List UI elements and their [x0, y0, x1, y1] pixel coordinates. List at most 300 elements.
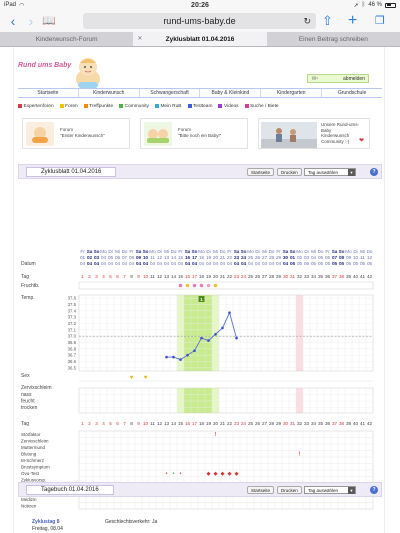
cycle-day-label: 8	[130, 421, 133, 426]
cycle-day-label: 14	[170, 274, 177, 279]
cycle-day-label: 13	[163, 274, 170, 279]
cycle-day-label: 27	[261, 274, 268, 279]
forward-icon[interactable]: ›	[28, 13, 34, 29]
month-label: 04	[247, 261, 254, 266]
subnav-item[interactable]	[155, 102, 182, 110]
cycle-day-label: 39	[345, 421, 352, 426]
logo-text: Rund ums Baby	[18, 62, 72, 69]
cycle-day-label: 23	[233, 421, 240, 426]
cycle-day-label: 41	[359, 421, 366, 426]
table-marker: ◆	[227, 471, 232, 477]
weekday-label: So	[142, 249, 149, 254]
reload-icon[interactable]: ↻	[303, 15, 311, 26]
cycle-day-label: 21	[219, 274, 226, 279]
cycle-day-label: 15	[177, 421, 184, 426]
weekday-label: Do	[268, 249, 275, 254]
weekday-label: Sa	[233, 249, 240, 254]
main-navigation	[18, 88, 382, 98]
cycle-day-label: 23	[233, 274, 240, 279]
cycle-day-label: 28	[268, 421, 275, 426]
date-label: 10	[352, 255, 359, 260]
date-label: 07	[121, 255, 128, 260]
close-tab-icon[interactable]: ✕	[137, 36, 143, 42]
date-label: 06	[324, 255, 331, 260]
bottom-row-label: Muttermund	[21, 444, 46, 450]
date-label: 12	[156, 255, 163, 260]
cycle-day-label: 16	[184, 274, 191, 279]
temp-point	[221, 327, 224, 330]
subnav-label: Mein RuB	[160, 103, 182, 109]
subnav-label: Expertenforen	[23, 103, 54, 109]
promo-image-family	[261, 122, 317, 148]
bottom-row-label: M-Schmerz	[21, 457, 45, 463]
bottom-row-label: Zervixschleim	[21, 438, 49, 444]
color-square-icon	[119, 104, 123, 108]
tab-kinderwunsch-forum[interactable]: Kinderwunsch-Forum	[35, 36, 98, 43]
date-label: 21	[219, 255, 226, 260]
weekday-label: Mi	[262, 249, 267, 254]
weekday-label: Di	[255, 249, 260, 254]
date-label: 03	[93, 255, 100, 260]
fertility-icon	[214, 284, 218, 288]
weekday-label: Fr	[276, 249, 281, 254]
cycle-day-label: 32	[296, 274, 303, 279]
tab-zyklusblatt[interactable]: ✕ Zyklusblatt 01.04.2016	[133, 32, 266, 46]
web-page	[0, 47, 400, 533]
subnav-label: Testteam	[193, 103, 213, 109]
bookmarks-icon[interactable]: 📖	[42, 15, 56, 27]
month-label: 04	[191, 261, 198, 266]
cycle-title: Zyklusblatt 01.04.2016	[26, 167, 116, 177]
nav-schwangerschaft[interactable]: Schwangerschaft	[140, 89, 201, 97]
weekday-label: Mi	[360, 249, 365, 254]
month-label: 04	[135, 261, 142, 266]
cycle-day-label: 8	[130, 274, 133, 279]
month-label: 04	[170, 261, 177, 266]
cycle-day-label: 35	[317, 421, 324, 426]
bottom-row-label: Störfaktor	[21, 431, 41, 437]
weekday-label: Fr	[178, 249, 183, 254]
chevron-down-icon: ▼	[349, 488, 354, 493]
date-label: 04	[310, 255, 317, 260]
temp-tick-label: 37.4	[67, 308, 76, 314]
color-square-icon	[155, 104, 159, 108]
temp-point	[172, 356, 175, 359]
temp-point	[228, 311, 231, 314]
status-time: 20:26	[191, 1, 209, 9]
weekday-label: Di	[304, 249, 309, 254]
color-square-icon	[218, 104, 222, 108]
battery-percent: 46 %	[368, 2, 382, 8]
cycle-day-label: 13	[163, 421, 170, 426]
row-label-fruchtb: Fruchtb.	[21, 283, 40, 289]
fertility-icon	[186, 284, 190, 288]
diary-day-select-value: Tag auswählen	[308, 488, 339, 493]
period-highlight	[296, 295, 303, 371]
diary-start-button[interactable]: Startseite	[247, 486, 274, 494]
cycle-day-label: 7	[123, 274, 126, 279]
month-label: 04	[226, 261, 233, 266]
month-label: 04	[275, 261, 282, 266]
cycle-day-label: 33	[303, 274, 310, 279]
cycle-day-label: 19	[205, 274, 212, 279]
table-marker: !	[214, 432, 217, 438]
cycle-day-label: 34	[310, 274, 317, 279]
date-label: 01	[289, 255, 296, 260]
cycle-day-label: 42	[366, 274, 373, 279]
weekday-label: Di	[353, 249, 358, 254]
month-label: 04	[163, 261, 170, 266]
cycle-day-label: 12	[156, 421, 163, 426]
temp-point	[200, 337, 203, 340]
promo-noch-ein-baby[interactable]	[140, 118, 248, 149]
color-square-icon	[18, 104, 22, 108]
subnav-label: Videos	[223, 103, 239, 109]
temp-tick-label: 36.5	[67, 365, 76, 371]
cycle-day-label: 31	[289, 421, 296, 426]
cycle-day-label: 3	[95, 421, 98, 426]
fertility-icon	[179, 284, 183, 288]
login-box	[307, 74, 369, 83]
subnav-item[interactable]	[60, 102, 78, 110]
weekday-label: Di	[157, 249, 162, 254]
bottom-row-label: Notizen	[21, 503, 37, 509]
date-label: 09	[345, 255, 352, 260]
date-label: 10	[142, 255, 149, 260]
row-label-datum: Datum	[21, 261, 36, 267]
cycle-day-select[interactable]	[304, 168, 356, 176]
cycle-day-label: 11	[150, 421, 155, 426]
promo-community[interactable]	[258, 118, 370, 149]
promo-line: "Bitte noch ein Baby!"	[178, 132, 222, 138]
weekday-label: Mo	[149, 249, 156, 254]
subnav-item[interactable]	[84, 102, 114, 110]
weekday-label: Do	[317, 249, 324, 254]
cycle-day-label: 20	[212, 274, 219, 279]
new-tab-icon[interactable]: +	[348, 12, 358, 29]
weekday-label: So	[191, 249, 198, 254]
subnav-item[interactable]	[188, 102, 213, 110]
cycle-day-label: 24	[240, 274, 247, 279]
date-label: 05	[107, 255, 114, 260]
wifi-icon: ◠	[19, 2, 25, 9]
date-label: 30	[282, 255, 289, 260]
cycle-day-label: 38	[338, 421, 345, 426]
weekday-label: So	[93, 249, 100, 254]
temp-tick-label: 36.8	[67, 346, 76, 352]
diary-title: Tagebuch 01.04.2016	[26, 485, 114, 495]
cycle-day-label: 37	[331, 421, 338, 426]
cycle-day-label: 28	[268, 274, 275, 279]
weekday-label: Mo	[247, 249, 254, 254]
weekday-label: Sa	[282, 249, 289, 254]
diary-intercourse: Geschlechtsverkehr: Ja	[105, 519, 158, 525]
date-label: 05	[317, 255, 324, 260]
month-label: 05	[359, 261, 366, 266]
diary-date: Freitag, 08.04	[32, 526, 63, 532]
table-marker: ◆	[206, 471, 211, 477]
heart-icon: ❤	[358, 138, 364, 144]
fertility-icon	[207, 284, 211, 288]
cycle-day-label: 21	[219, 421, 226, 426]
date-label: 27	[261, 255, 268, 260]
date-label: 22	[226, 255, 233, 260]
cycle-day-label: 1	[81, 421, 84, 426]
month-label: 04	[212, 261, 219, 266]
subnav-item[interactable]	[245, 102, 279, 110]
cycle-section-header	[18, 164, 382, 179]
date-label: 06	[114, 255, 121, 260]
cycle-day-label: 40	[352, 274, 359, 279]
date-label: 19	[205, 255, 212, 260]
weekday-label: Mo	[100, 249, 107, 254]
table-marker: ◆	[213, 471, 218, 477]
date-label: 29	[275, 255, 282, 260]
cycle-day-label: 36	[324, 274, 331, 279]
diary-cycle-day[interactable]: Zyklustag 8	[32, 519, 60, 525]
weekday-label: Do	[121, 249, 128, 254]
nav-kinderwunsch[interactable]: Kinderwunsch	[79, 89, 140, 97]
period-highlight	[296, 388, 303, 413]
nav-kindergarten[interactable]: Kindergarten	[261, 89, 322, 97]
month-label: 05	[310, 261, 317, 266]
month-label: 04	[219, 261, 226, 266]
date-label: 11	[360, 255, 365, 260]
cycle-day-label: 39	[345, 274, 352, 279]
date-label: 14	[170, 255, 177, 260]
temp-tick-label: 37.1	[67, 327, 76, 333]
month-label: 04	[107, 261, 114, 266]
cycle-day-label: 9	[137, 421, 140, 426]
date-label: 12	[366, 255, 373, 260]
status-bar	[0, 0, 400, 10]
row-label-sex: Sex	[21, 373, 30, 379]
temp-point	[207, 339, 210, 342]
month-label: 05	[303, 261, 310, 266]
cycle-day-label: 7	[123, 421, 126, 426]
cycle-day-label: 2	[88, 274, 91, 279]
cycle-day-label: 36	[324, 421, 331, 426]
cycle-print-button[interactable]: Drucken	[277, 168, 302, 176]
promo-erster-kinderwunsch[interactable]	[22, 118, 130, 149]
table-marker: •	[179, 471, 182, 477]
cycle-day-label: 17	[191, 274, 198, 279]
cycle-day-label: 3	[95, 274, 98, 279]
temp-tick-label: 37.5	[67, 302, 76, 307]
cycle-day-label: 11	[150, 274, 155, 279]
month-label: 04	[233, 261, 240, 266]
temp-point	[214, 333, 217, 336]
fertility-icon	[193, 284, 197, 288]
month-label: 04	[142, 261, 149, 266]
date-label: 13	[163, 255, 170, 260]
location-icon: ➚	[353, 2, 359, 9]
cycle-day-label: 27	[261, 421, 268, 426]
table-marker: •	[165, 471, 168, 477]
table-marker: •	[172, 471, 175, 477]
cycle-day-label: 17	[191, 421, 198, 426]
weekday-label: Di	[206, 249, 211, 254]
cycle-day-label: 2	[88, 421, 91, 426]
browser-toolbar	[0, 10, 400, 32]
table-marker: ◆	[234, 471, 239, 477]
date-label: 16	[184, 255, 191, 260]
weekday-label: Mi	[164, 249, 169, 254]
cycle-day-label: 32	[296, 421, 303, 426]
cycle-day-label: 29	[275, 421, 282, 426]
baby-logo-icon	[70, 55, 104, 91]
nav-grundschule[interactable]: Grundschule	[337, 90, 367, 96]
weekday-label: Fr	[129, 249, 134, 254]
fertility-icon	[200, 284, 204, 288]
cycle-day-label: 20	[212, 421, 219, 426]
weekday-label: So	[289, 249, 296, 254]
weekday-label: Sa	[331, 249, 338, 254]
weekday-label: Do	[366, 249, 373, 254]
device-label: iPad	[4, 2, 17, 8]
bottom-row-label: Medizin	[21, 496, 37, 502]
month-label: 04	[121, 261, 128, 266]
subnav-item[interactable]	[119, 102, 149, 110]
chevron-down-icon: ▼	[349, 170, 354, 175]
row-label-temp: Temp.	[21, 295, 35, 301]
temp-point	[235, 337, 238, 340]
cycle-day-label: 10	[142, 274, 149, 279]
sex-icon: ♥	[129, 375, 134, 381]
nav-startseite[interactable]: Startseite	[18, 89, 79, 97]
weekday-label: Mo	[296, 249, 303, 254]
cycle-day-label: 24	[240, 421, 247, 426]
address-bar[interactable]	[83, 13, 316, 29]
month-label: 05	[352, 261, 359, 266]
logout-link[interactable]: abmelden	[343, 75, 365, 82]
color-square-icon	[188, 104, 192, 108]
month-label: 04	[128, 261, 135, 266]
weekday-label: Mi	[115, 249, 120, 254]
month-label: 05	[296, 261, 303, 266]
cycle-day-label: 31	[289, 274, 296, 279]
month-label: 04	[184, 261, 191, 266]
temp-tick-label: 36.7	[67, 352, 76, 358]
temp-tick-label: 37.6	[67, 295, 76, 301]
tabs-overview-icon[interactable]: ❐	[375, 15, 385, 27]
cycle-help-icon[interactable]: ?	[370, 168, 378, 176]
back-icon[interactable]: ‹	[10, 13, 16, 29]
temp-point	[193, 349, 196, 352]
month-label: 05	[366, 261, 373, 266]
bottom-row-label: Zyklusvorsp.	[21, 477, 47, 483]
month-label: 05	[317, 261, 324, 266]
ovulation-marker-label: 1	[200, 296, 203, 302]
date-label: 20	[212, 255, 219, 260]
weekday-label: Mo	[198, 249, 205, 254]
diary-help-icon[interactable]: ?	[370, 486, 378, 494]
date-label: 02	[86, 255, 93, 260]
fruchtbar-row	[79, 282, 373, 289]
cycle-day-label: 18	[198, 274, 205, 279]
weekday-label: Mo	[345, 249, 352, 254]
tab-beitrag-schreiben[interactable]: Einen Beitrag schreiben	[298, 36, 368, 43]
promo-line: Forum	[178, 127, 192, 132]
cycle-day-label: 38	[338, 274, 345, 279]
weekday-label: Do	[219, 249, 226, 254]
cycle-day-label: 30	[282, 421, 289, 426]
promo-line: Community :-)	[321, 138, 350, 144]
date-label: 26	[254, 255, 261, 260]
month-label: 05	[289, 261, 296, 266]
month-label: 04	[149, 261, 156, 266]
mail-icon[interactable]: ✉¹	[312, 75, 318, 82]
temp-point	[165, 356, 168, 359]
weekday-label: Di	[108, 249, 113, 254]
month-label: 04	[86, 261, 93, 266]
date-label: 28	[268, 255, 275, 260]
date-label: 11	[150, 255, 155, 260]
date-label: 07	[331, 255, 338, 260]
subnav-label: Treffpunkte	[89, 103, 114, 109]
bottom-row-label: Ovu-Test	[21, 470, 40, 476]
cycle-start-button[interactable]: Startseite	[247, 168, 274, 176]
weekday-label: Mi	[311, 249, 316, 254]
subnav-item[interactable]	[18, 102, 54, 110]
row-label-zervix-sub: trocken	[21, 405, 38, 411]
promo-line: Kinderwunsch	[321, 133, 350, 138]
promo-image-babies	[144, 122, 172, 146]
subnav-item[interactable]	[218, 102, 238, 110]
date-label: 04	[100, 255, 107, 260]
table-marker: !	[298, 451, 301, 458]
color-square-icon	[60, 104, 64, 108]
color-square-icon	[84, 104, 88, 108]
month-label: 04	[198, 261, 205, 266]
month-label: 04	[114, 261, 121, 266]
diary-print-button[interactable]: Drucken	[277, 486, 302, 494]
month-label: 04	[254, 261, 261, 266]
weekday-label: Do	[170, 249, 177, 254]
weekday-label: Mi	[213, 249, 218, 254]
sex-icon: ♥	[143, 375, 148, 381]
cycle-day-select-value: Tag auswählen	[308, 170, 339, 175]
cycle-day-label: 42	[366, 421, 373, 426]
month-label: 04	[156, 261, 163, 266]
cycle-day-label: 6	[116, 274, 119, 279]
date-label: 09	[135, 255, 142, 260]
month-label: 04	[79, 261, 86, 266]
temp-tick-label: 37.0	[67, 333, 76, 339]
weekday-label: So	[240, 249, 247, 254]
nav-baby-kleinkind[interactable]: Baby & Kleinkind	[200, 89, 261, 97]
weekday-label: Sa	[135, 249, 142, 254]
address-url: rund-ums-baby.de	[163, 16, 236, 26]
row-label-tag: Tag	[21, 274, 30, 280]
date-label: 08	[128, 255, 135, 260]
promo-line: Forum	[60, 127, 74, 132]
temp-point	[186, 354, 189, 357]
cycle-day-label: 12	[156, 274, 163, 279]
temp-point	[179, 358, 182, 361]
date-label: 03	[303, 255, 310, 260]
battery-icon	[385, 3, 396, 8]
date-label: 25	[247, 255, 254, 260]
subnav-label: Community	[124, 103, 149, 109]
cycle-day-label: 26	[254, 421, 261, 426]
diary-day-select[interactable]	[304, 486, 356, 494]
share-icon[interactable]: ⇧	[322, 13, 333, 28]
sub-navigation	[18, 102, 382, 110]
weekday-label: Fr	[80, 249, 85, 254]
month-label: 04	[93, 261, 100, 266]
cycle-day-label: 5	[109, 274, 112, 279]
